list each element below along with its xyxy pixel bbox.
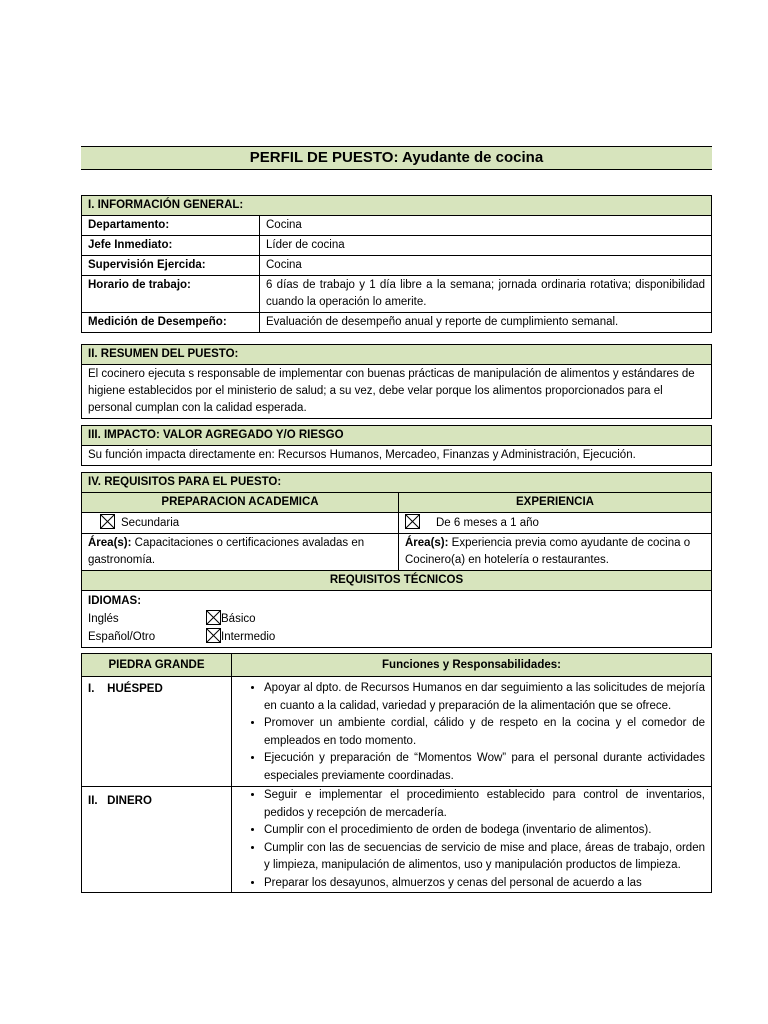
summary-table [81, 344, 712, 419]
academic-header: PREPARACION ACADEMICA [82, 493, 399, 513]
info-row [82, 256, 712, 276]
list-item: • Preparar los desayunos, almuerzos y cenas del personal de acuerdo a las [264, 875, 705, 893]
section-name: I. HUÉSPED [82, 677, 232, 787]
section-items [232, 677, 712, 787]
list-item: • Apoyar al dpto. de Recursos Humanos en dar seguimiento a las solicitudes de mejoría en cuanto a la calidad, variedad y preparación de la alimentación que se ofrece. [264, 680, 705, 715]
requirements-header: IV. REQUISITOS PARA EL PUESTO: [82, 473, 712, 493]
academic-area-cell [82, 534, 399, 571]
info-label: Horario de trabajo: [82, 276, 260, 313]
info-row [82, 313, 712, 333]
impact-table [81, 425, 712, 466]
impact-header: III. IMPACTO: VALOR AGREGADO Y/O RIESGO [82, 426, 712, 446]
checkbox-checked-icon [100, 514, 115, 529]
experience-header: EXPERIENCIA [399, 493, 712, 513]
languages-label: IDIOMAS: [88, 595, 142, 607]
info-value: 6 días de trabajo y 1 día libre a la semana; jornada ordinaria rotativa; disponibilidad cuando la operación lo amerite. [260, 276, 712, 313]
section-name: II. DINERO [82, 787, 232, 893]
requirements-table [81, 472, 712, 648]
info-value: Cocina [260, 256, 712, 276]
experience-duration: De 6 meses a 1 año [436, 517, 539, 529]
language-level: Intermedio [221, 631, 276, 643]
list-item: • Ejecución y preparación de “Momentos Wow” para el personal durante actividades especiales previamente coordinadas. [264, 750, 705, 785]
general-info-table [81, 195, 712, 333]
checkbox-checked-icon [206, 628, 221, 643]
area-label: Área(s): [88, 537, 132, 549]
info-row [82, 276, 712, 313]
summary-header: II. RESUMEN DEL PUESTO: [82, 345, 712, 365]
checkbox-checked-icon [206, 610, 221, 625]
list-item: • Promover un ambiente cordial, cálido y de respeto en la cocina y el comedor de empleados en todo momento. [264, 715, 705, 750]
piedra-grande-header: PIEDRA GRANDE [82, 654, 232, 677]
experience-area-cell [399, 534, 712, 571]
language-level: Básico [221, 613, 256, 625]
info-label: Jefe Inmediato: [82, 236, 260, 256]
section-items [232, 787, 712, 893]
info-label: Departamento: [82, 216, 260, 236]
info-row [82, 216, 712, 236]
academic-check-cell [82, 513, 399, 534]
experience-area-text: Experiencia previa como ayudante de cocina o Cocinero(a) en hotelería o restaurantes. [405, 537, 691, 566]
general-info-header: I. INFORMACIÓN GENERAL: [82, 196, 712, 216]
summary-text: El cocinero ejecuta s responsable de implementar con buenas prácticas de manipulación de alimentos y estándares de higiene establecidos por el ministerio de salud; a su vez, debe velar porque los alimentos proporcionados para el personal cumplan con la calidad esperada. [82, 365, 712, 419]
language-name: Español/Otro [88, 631, 156, 643]
info-row [82, 236, 712, 256]
function-section [82, 677, 712, 787]
info-value: Evaluación de desempeño anual y reporte de cumplimiento semanal. [260, 313, 712, 333]
list-item: • Cumplir con las de secuencias de servicio de mise and place, áreas de trabajo, orden y limpieza, manipulación de alimentos, uso y manipulación productos de limpieza. [264, 840, 705, 875]
page-title: PERFIL DE PUESTO: Ayudante de cocina [81, 146, 712, 170]
academic-level: Secundaria [121, 517, 180, 529]
impact-text: Su función impacta directamente en: Recursos Humanos, Mercadeo, Finanzas y Administración, Ejecución. [82, 446, 712, 466]
language-row [88, 610, 705, 628]
info-label: Medición de Desempeño: [82, 313, 260, 333]
technical-header: REQUISITOS TÉCNICOS [82, 571, 712, 591]
area-label: Área(s): [405, 537, 449, 549]
info-value: Líder de cocina [260, 236, 712, 256]
functions-table [81, 653, 712, 893]
academic-area-text: Capacitaciones o certificaciones avaladas en gastronomía. [88, 537, 365, 566]
checkbox-checked-icon [405, 514, 420, 529]
info-label: Supervisión Ejercida: [82, 256, 260, 276]
list-item: • Seguir e implementar el procedimiento establecido para control de inventarios, pedidos y recepción de mercadería. [264, 787, 705, 822]
function-section [82, 787, 712, 893]
languages-cell [82, 591, 712, 648]
language-row [88, 628, 705, 646]
functions-header: Funciones y Responsabilidades: [232, 654, 712, 677]
language-name: Inglés [88, 613, 119, 625]
info-value: Cocina [260, 216, 712, 236]
experience-check-cell [399, 513, 712, 534]
list-item: • Cumplir con el procedimiento de orden de bodega (inventario de alimentos). [264, 822, 705, 840]
